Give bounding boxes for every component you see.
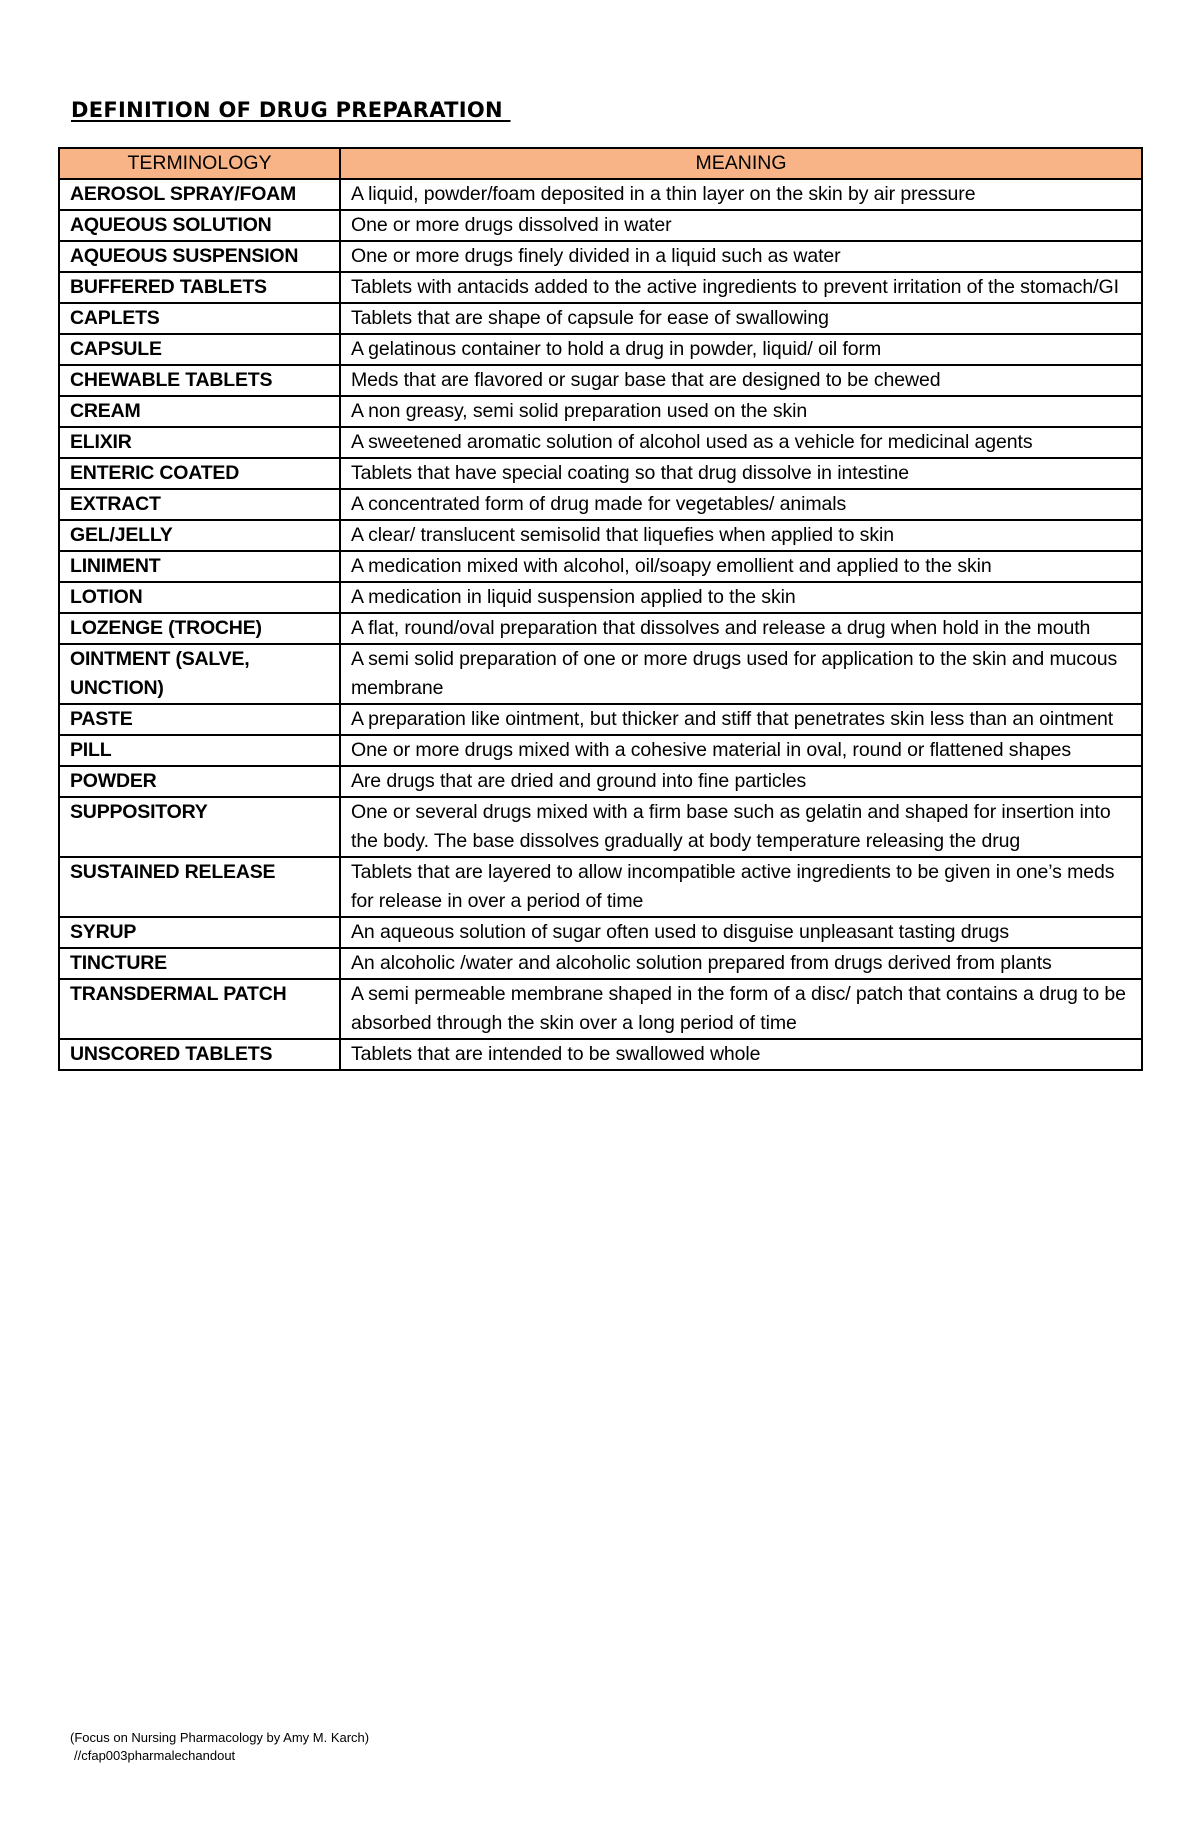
table-row (59, 917, 1142, 948)
term-cell: OINTMENT (SALVE, UNCTION) (59, 644, 340, 704)
meaning-cell: A sweetened aromatic solution of alcohol used as a vehicle for medicinal agents (340, 427, 1142, 458)
table-row (59, 948, 1142, 979)
term-cell: CHEWABLE TABLETS (59, 365, 340, 396)
meaning-cell: A semi permeable membrane shaped in the form of a disc/ patch that contains a drug to be absorbed through the skin over a long period of time (340, 979, 1142, 1039)
table-row (59, 582, 1142, 613)
term-cell: POWDER (59, 766, 340, 797)
meaning-cell: An aqueous solution of sugar often used to disguise unpleasant tasting drugs (340, 917, 1142, 948)
meaning-cell: Tablets that are intended to be swallowed whole (340, 1039, 1142, 1070)
meaning-cell: Meds that are flavored or sugar base that are designed to be chewed (340, 365, 1142, 396)
table-row (59, 458, 1142, 489)
table-row (59, 520, 1142, 551)
table-row (59, 766, 1142, 797)
meaning-cell: A flat, round/oval preparation that dissolves and release a drug when hold in the mouth (340, 613, 1142, 644)
table-row (59, 179, 1142, 210)
term-cell: TINCTURE (59, 948, 340, 979)
table-row (59, 489, 1142, 520)
table-row (59, 241, 1142, 272)
meaning-cell: One or more drugs mixed with a cohesive material in oval, round or flattened shapes (340, 735, 1142, 766)
table-row (59, 644, 1142, 704)
meaning-cell: Tablets with antacids added to the active ingredients to prevent irritation of the stomach/GI (340, 272, 1142, 303)
term-cell: CAPSULE (59, 334, 340, 365)
term-cell: PASTE (59, 704, 340, 735)
table-row (59, 396, 1142, 427)
term-cell: AQUEOUS SUSPENSION (59, 241, 340, 272)
meaning-cell: A non greasy, semi solid preparation used on the skin (340, 396, 1142, 427)
meaning-cell: Tablets that have special coating so that drug dissolve in intestine (340, 458, 1142, 489)
meaning-cell: One or more drugs dissolved in water (340, 210, 1142, 241)
table-row (59, 613, 1142, 644)
meaning-cell: One or several drugs mixed with a firm base such as gelatin and shaped for insertion into the body. The base dissolves gradually at body temperature releasing the drug (340, 797, 1142, 857)
term-cell: UNSCORED TABLETS (59, 1039, 340, 1070)
term-cell: EXTRACT (59, 489, 340, 520)
meaning-cell: A medication in liquid suspension applied to the skin (340, 582, 1142, 613)
term-cell: ELIXIR (59, 427, 340, 458)
term-cell: SYRUP (59, 917, 340, 948)
table-row (59, 979, 1142, 1039)
term-cell: SUPPOSITORY (59, 797, 340, 857)
meaning-cell: A liquid, powder/foam deposited in a thin layer on the skin by air pressure (340, 179, 1142, 210)
term-cell: BUFFERED TABLETS (59, 272, 340, 303)
table-row (59, 210, 1142, 241)
term-cell: SUSTAINED RELEASE (59, 857, 340, 917)
term-cell: CAPLETS (59, 303, 340, 334)
table-row (59, 334, 1142, 365)
term-cell: LINIMENT (59, 551, 340, 582)
table-row (59, 857, 1142, 917)
meaning-cell: Tablets that are shape of capsule for ease of swallowing (340, 303, 1142, 334)
term-cell: LOZENGE (TROCHE) (59, 613, 340, 644)
meaning-cell: A clear/ translucent semisolid that liquefies when applied to skin (340, 520, 1142, 551)
meaning-cell: One or more drugs finely divided in a liquid such as water (340, 241, 1142, 272)
table-row (59, 272, 1142, 303)
meaning-cell: A concentrated form of drug made for vegetables/ animals (340, 489, 1142, 520)
term-cell: LOTION (59, 582, 340, 613)
term-cell: PILL (59, 735, 340, 766)
meaning-cell: A preparation like ointment, but thicker and stiff that penetrates skin less than an ointment (340, 704, 1142, 735)
table-row (59, 735, 1142, 766)
footer-citation: (Focus on Nursing Pharmacology by Amy M. Karch) (70, 1730, 370, 1745)
meaning-cell: A semi solid preparation of one or more drugs used for application to the skin and mucous membrane (340, 644, 1142, 704)
term-cell: GEL/JELLY (59, 520, 340, 551)
table-row (59, 365, 1142, 396)
table-body (59, 179, 1142, 1070)
meaning-cell: A gelatinous container to hold a drug in powder, liquid/ oil form (340, 334, 1142, 365)
meaning-cell: Tablets that are layered to allow incompatible active ingredients to be given in one’s meds for release in over a period of time (340, 857, 1142, 917)
table-row (59, 1039, 1142, 1070)
table-header-row (59, 148, 1142, 179)
table-row (59, 704, 1142, 735)
table-row (59, 551, 1142, 582)
column-header-meaning: MEANING (340, 148, 1142, 179)
table-row (59, 797, 1142, 857)
definitions-table (58, 147, 1143, 1071)
meaning-cell: An alcoholic /water and alcoholic solution prepared from drugs derived from plants (340, 948, 1142, 979)
table-row (59, 427, 1142, 458)
footer-file-reference: //cfap003pharmalechandout (74, 1748, 236, 1763)
footer (70, 1729, 369, 1765)
term-cell: AEROSOL SPRAY/FOAM (59, 179, 340, 210)
page-title: DEFINITION OF DRUG PREPARATION (71, 98, 511, 122)
table-row (59, 303, 1142, 334)
term-cell: CREAM (59, 396, 340, 427)
term-cell: TRANSDERMAL PATCH (59, 979, 340, 1039)
meaning-cell: A medication mixed with alcohol, oil/soapy emollient and applied to the skin (340, 551, 1142, 582)
term-cell: AQUEOUS SOLUTION (59, 210, 340, 241)
term-cell: ENTERIC COATED (59, 458, 340, 489)
meaning-cell: Are drugs that are dried and ground into fine particles (340, 766, 1142, 797)
column-header-terminology: TERMINOLOGY (59, 148, 340, 179)
